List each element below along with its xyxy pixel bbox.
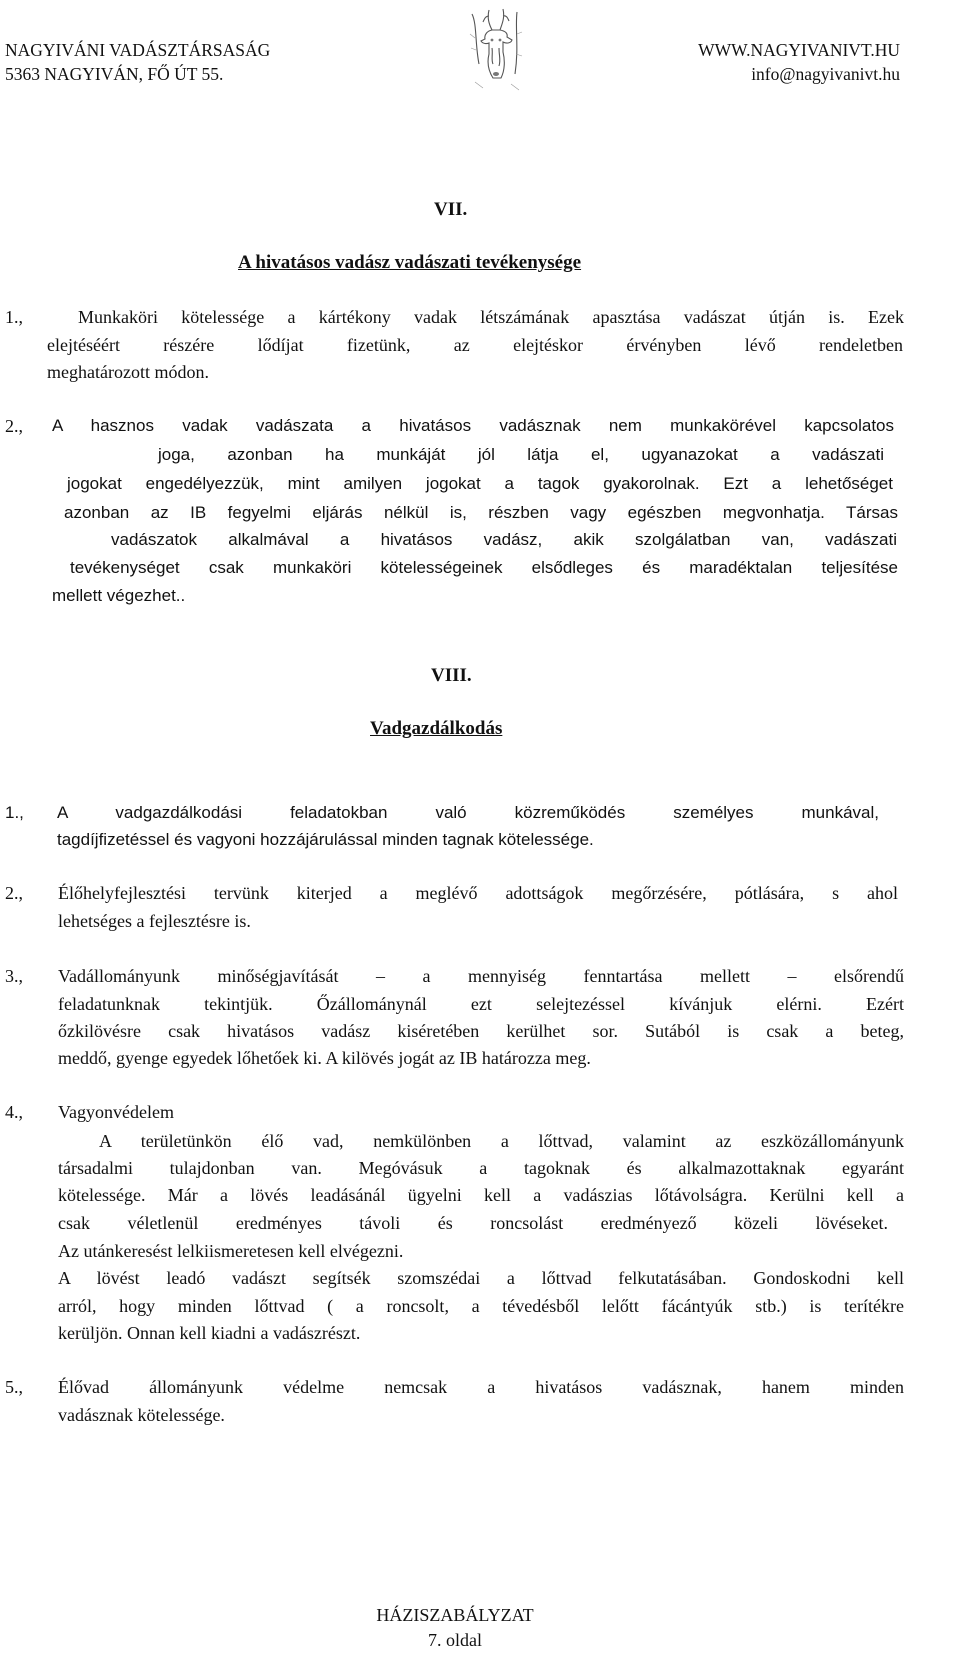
s8-p1-line-1: A vadgazdálkodási feladatokban való közreműködés személyes munkával,	[57, 803, 879, 822]
s8-p5-line-1: Élővad állományunk védelme nemcsak a hivatásos vadásznak, hanem minden	[58, 1377, 904, 1397]
s8-p3-line-3: őzkilövésre csak hivatásos vadász kiséretében kerülhet sor. Sutából is csak a beteg,	[58, 1021, 904, 1041]
s8-p2-line-2: lehetséges a fejlesztésre is.	[58, 911, 251, 931]
org-name: NAGYIVÁNI VADÁSZTÁRSASÁG	[5, 40, 271, 60]
roe-deer-logo-icon	[467, 4, 525, 94]
s7-p1-number: 1.,	[5, 307, 23, 327]
s8-p3-line-4: meddő, gyenge egyedek lőhetőek ki. A kilövés jogát az IB határozza meg.	[58, 1048, 591, 1068]
website-link[interactable]: WWW.NAGYIVANIVT.HU	[698, 40, 900, 60]
section-7-number: VII.	[434, 199, 468, 220]
s8-p4-line-7: arról, hogy minden lőttvad ( a roncsolt, a tévedésből lelőtt fácántyúk stb.) is terítékre	[58, 1296, 904, 1316]
s8-p5-line-2: vadásznak kötelessége.	[58, 1405, 225, 1425]
s8-p3-line-2: feladatunknak tekintjük. Őzállománynál ezt selejtezéssel kívánjuk elérni. Ezért	[58, 994, 904, 1014]
s8-p4-line-4: csak véletlenül eredményes távoli és roncsolást eredményező közeli lövéseket.	[58, 1213, 888, 1233]
s7-p2-line-4: azonban az IB fegyelmi eljárás nélkül is, részben vagy egészben megvonhatja. Társas	[64, 503, 898, 522]
s7-p2-line-1: A hasznos vadak vadászata a hivatásos vadásznak nem munkakörével kapcsolatos	[52, 416, 894, 435]
s8-p4-line-3: kötelessége. Már a lövés leadásánál ügyelni kell a vadászias lőtávolságra. Kerülni kell a	[58, 1185, 904, 1205]
s8-p1-line-2: tagdíjfizetéssel és vagyoni hozzájárulással minden tagnak kötelessége.	[57, 830, 594, 849]
s7-p2-line-5: vadászatok alkalmával a hivatásos vadász, akik szolgálatban van, vadászati	[111, 530, 897, 549]
section-8-number: VIII.	[431, 665, 472, 686]
s8-p4-title: Vagyonvédelem	[58, 1102, 174, 1122]
s7-p2-line-3: jogokat engedélyezzük, mint amilyen jogokat a tagok gyakorolnak. Ezt a lehetőséget	[67, 474, 893, 493]
section-8-title: Vadgazdálkodás	[370, 718, 503, 739]
section-7-title: A hivatásos vadász vadászati tevékenysége	[238, 252, 582, 273]
s7-p1-line-3: meghatározott módon.	[47, 362, 209, 382]
s7-p2-number: 2.,	[5, 416, 23, 436]
s8-p4-line-1: A területünkön élő vad, nemkülönben a lőttvad, valamint az eszközállományunk	[99, 1131, 904, 1151]
s7-p2-line-6: tevékenységet csak munkaköri kötelességeinek elsődleges és maradéktalan teljesítése	[70, 558, 898, 577]
s7-p1-line-1: Munkaköri kötelessége a kártékony vadak létszámának apasztása vadászat útján is. Ezek	[78, 307, 904, 327]
s8-p4-line-8: kerüljön. Onnan kell kiadni a vadászrészt.	[58, 1323, 361, 1343]
s8-p3-line-1: Vadállományunk minőségjavítását – a mennyiség fenntartása mellett – elsőrendű	[58, 966, 904, 986]
s7-p2-line-7: mellett végezhet..	[52, 586, 186, 605]
s8-p1-number: 1.,	[5, 803, 24, 822]
email-link[interactable]: info@nagyivanivt.hu	[751, 64, 900, 84]
s8-p3-number: 3.,	[5, 966, 23, 986]
s8-p4-number: 4.,	[5, 1102, 23, 1122]
footer-doc-title: HÁZISZABÁLYZAT	[376, 1605, 534, 1625]
footer-page-number: 7. oldal	[428, 1630, 482, 1650]
s8-p2-line-1: Élőhelyfejlesztési tervünk kiterjed a meglévő adottságok megőrzésére, pótlására, s ahol	[58, 883, 898, 903]
org-address: 5363 NAGYIVÁN, FŐ ÚT 55.	[5, 64, 224, 84]
s7-p2-line-2: joga, azonban ha munkáját jól látja el, ugyanazokat a vadászati	[158, 445, 884, 464]
s8-p5-number: 5.,	[5, 1377, 23, 1397]
s8-p4-line-6: A lövést leadó vadászt segítsék szomszédai a lőttvad felkutatásában. Gondoskodni kell	[58, 1268, 904, 1288]
s8-p4-line-2: társadalmi tulajdonban van. Megóvásuk a tagoknak és alkalmazottaknak egyaránt	[58, 1158, 904, 1178]
s7-p1-line-2: elejtéséért részére lődíjat fizetünk, az elejtéskor érvényben lévő rendeletben	[47, 335, 903, 355]
s8-p2-number: 2.,	[5, 883, 23, 903]
s8-p4-line-5: Az utánkeresést lelkiismeretesen kell elvégezni.	[58, 1241, 404, 1261]
